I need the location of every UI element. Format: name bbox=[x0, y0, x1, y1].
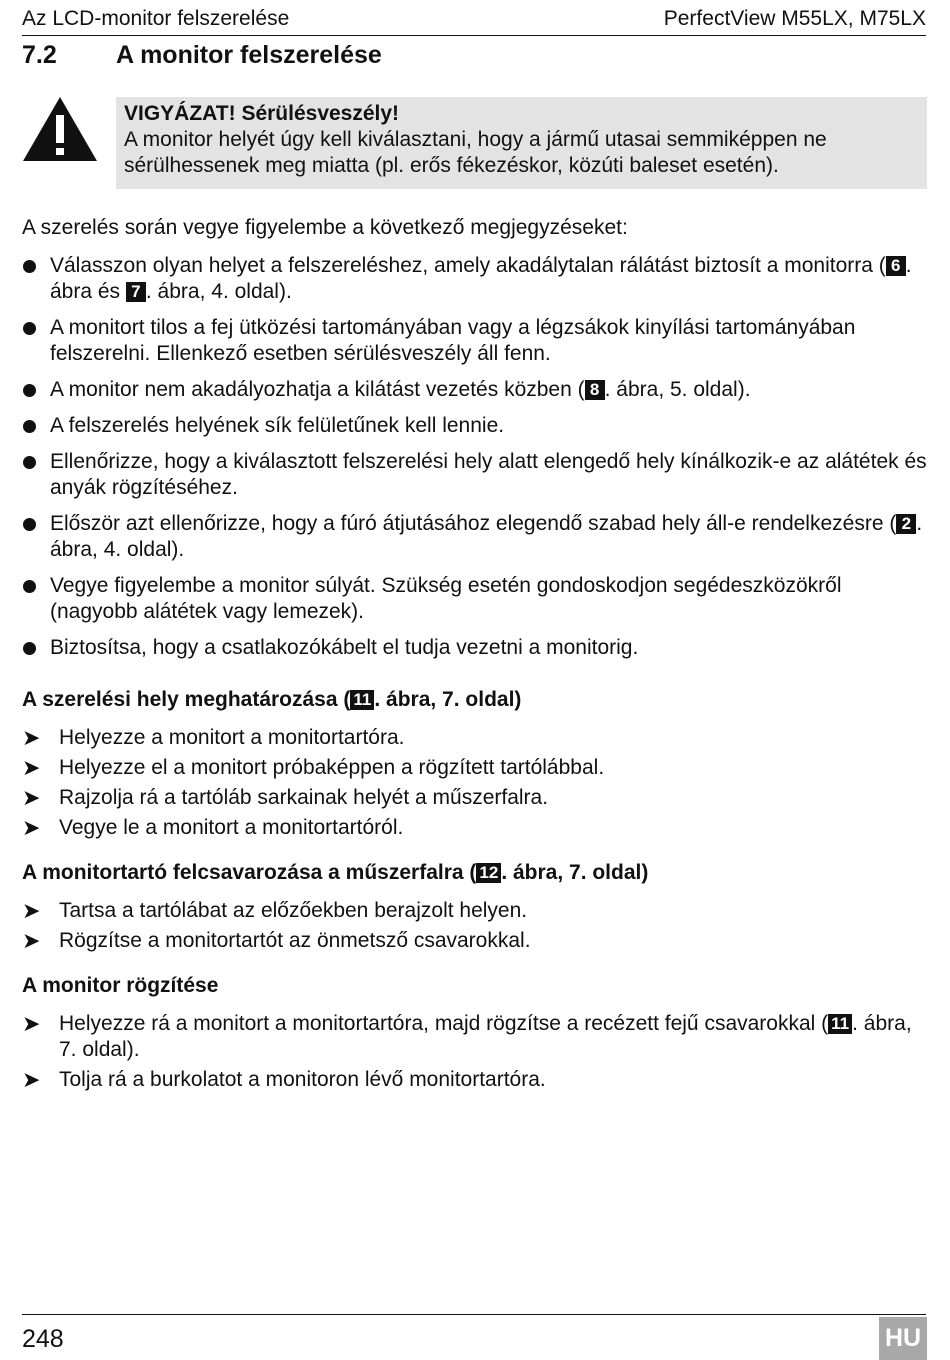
step-item: ➤ Helyezze rá a monitort a monitortartóra, majd rögzítse a recézett fejű csavarokkal ( 11 . ábra, 7. oldal). bbox=[22, 1011, 912, 1061]
steps-list bbox=[22, 1011, 927, 1097]
arrow-icon: ➤ bbox=[22, 898, 41, 923]
list-item: A monitort tilos a fej ütközési tartományában vagy a légzsákok kinyílási tartományában felszerelni. Ellenkező esetben sérülésveszély áll fenn. bbox=[22, 315, 927, 367]
bullet-icon bbox=[23, 384, 36, 397]
figure-ref-badge: 12 bbox=[476, 863, 501, 883]
section-title bbox=[22, 41, 382, 70]
warning-text: A monitor helyét úgy kell kiválasztani, hogy a jármű utasai semmiképpen ne sérülhessenek meg miatta (pl. erős fékezéskor, közúti baleset esetén). bbox=[124, 128, 827, 177]
list-item: Válasszon olyan helyet a felszereléshez, amely akadálytalan rálátást biztosít a monitorra ( 6 . ábra és 7 . ábra, 4. oldal). bbox=[22, 253, 927, 305]
section-number: 7.2 bbox=[22, 41, 57, 69]
notes-list bbox=[22, 253, 927, 671]
warning-triangle-icon bbox=[22, 95, 98, 163]
arrow-icon: ➤ bbox=[22, 928, 41, 953]
list-item: A monitor nem akadályozhatja a kilátást vezetés közben ( 8 . ábra, 5. oldal). bbox=[22, 377, 927, 403]
steps-list bbox=[22, 898, 927, 958]
warning-title: VIGYÁZAT! Sérülésveszély! bbox=[124, 102, 400, 125]
page-header bbox=[22, 5, 926, 36]
list-item: Először azt ellenőrizze, hogy a fúró átjutásához elegendő szabad hely áll-e rendelkezésre ( 2 . ábra, 4. oldal). bbox=[22, 511, 927, 563]
list-item: Ellenőrizze, hogy a kiválasztott felszerelési hely alatt elengedő hely kínálkozik-e az alátétek és anyák rögzítéséhez. bbox=[22, 449, 927, 501]
bullet-icon bbox=[23, 518, 36, 531]
arrow-icon: ➤ bbox=[22, 815, 41, 840]
figure-ref-badge: 8 bbox=[585, 380, 605, 400]
figure-ref-badge: 2 bbox=[896, 514, 916, 534]
list-item: A felszerelés helyének sík felületűnek kell lennie. bbox=[22, 413, 927, 439]
step-item: ➤ Vegye le a monitort a monitortartóról. bbox=[22, 815, 404, 840]
subheading-monitor-fixing: A monitor rögzítése bbox=[22, 974, 219, 997]
figure-ref-badge: 7 bbox=[126, 282, 146, 302]
steps-list bbox=[22, 725, 927, 845]
bullet-icon bbox=[23, 642, 36, 655]
arrow-icon: ➤ bbox=[22, 725, 41, 750]
warning-box bbox=[116, 97, 927, 189]
arrow-icon: ➤ bbox=[22, 1067, 41, 1092]
arrow-icon: ➤ bbox=[22, 785, 41, 810]
list-item: Biztosítsa, hogy a csatlakozókábelt el tudja vezetni a monitorig. bbox=[22, 635, 927, 661]
step-item: ➤ Rögzítse a monitortartót az önmetsző csavarokkal. bbox=[22, 928, 531, 953]
arrow-icon: ➤ bbox=[22, 1011, 41, 1036]
header-product: PerfectView M55LX, M75LX bbox=[663, 7, 926, 30]
bullet-icon bbox=[23, 260, 36, 273]
subheading-bracket-mounting: A monitortartó felcsavarozása a műszerfalra ( 12 . ábra, 7. oldal) bbox=[22, 861, 649, 884]
arrow-icon: ➤ bbox=[22, 755, 41, 780]
bullet-icon bbox=[23, 420, 36, 433]
figure-ref-badge: 11 bbox=[350, 690, 374, 710]
bullet-icon bbox=[23, 322, 36, 335]
language-tab: HU bbox=[879, 1317, 927, 1360]
bullet-icon bbox=[23, 456, 36, 469]
page-number: 248 bbox=[22, 1325, 64, 1353]
step-item: ➤ Helyezze el a monitort próbaképpen a rögzített tartólábbal. bbox=[22, 755, 605, 780]
step-item: ➤ Rajzolja rá a tartóláb sarkainak helyét a műszerfalra. bbox=[22, 785, 549, 810]
figure-ref-badge: 11 bbox=[828, 1014, 852, 1034]
step-item: ➤ Tartsa a tartólábat az előzőekben berajzolt helyen. bbox=[22, 898, 528, 923]
header-chapter: Az LCD-monitor felszerelése bbox=[22, 7, 290, 30]
step-item: ➤ Tolja rá a burkolatot a monitoron lévő monitortartóra. bbox=[22, 1067, 546, 1092]
footer-divider bbox=[22, 1314, 926, 1315]
list-item: Vegye figyelembe a monitor súlyát. Szükség esetén gondoskodjon segédeszközökről (nagyobb alátétek vagy lemezek). bbox=[22, 573, 927, 625]
figure-ref-badge: 6 bbox=[886, 256, 906, 276]
bullet-icon bbox=[23, 580, 36, 593]
step-item: ➤ Helyezze a monitort a monitortartóra. bbox=[22, 725, 405, 750]
section-heading: A monitor felszerelése bbox=[116, 41, 382, 69]
subheading-mounting-location: A szerelési hely meghatározása ( 11 . ábra, 7. oldal) bbox=[22, 688, 522, 711]
intro-text: A szerelés során vegye figyelembe a következő megjegyzéseket: bbox=[22, 216, 628, 239]
